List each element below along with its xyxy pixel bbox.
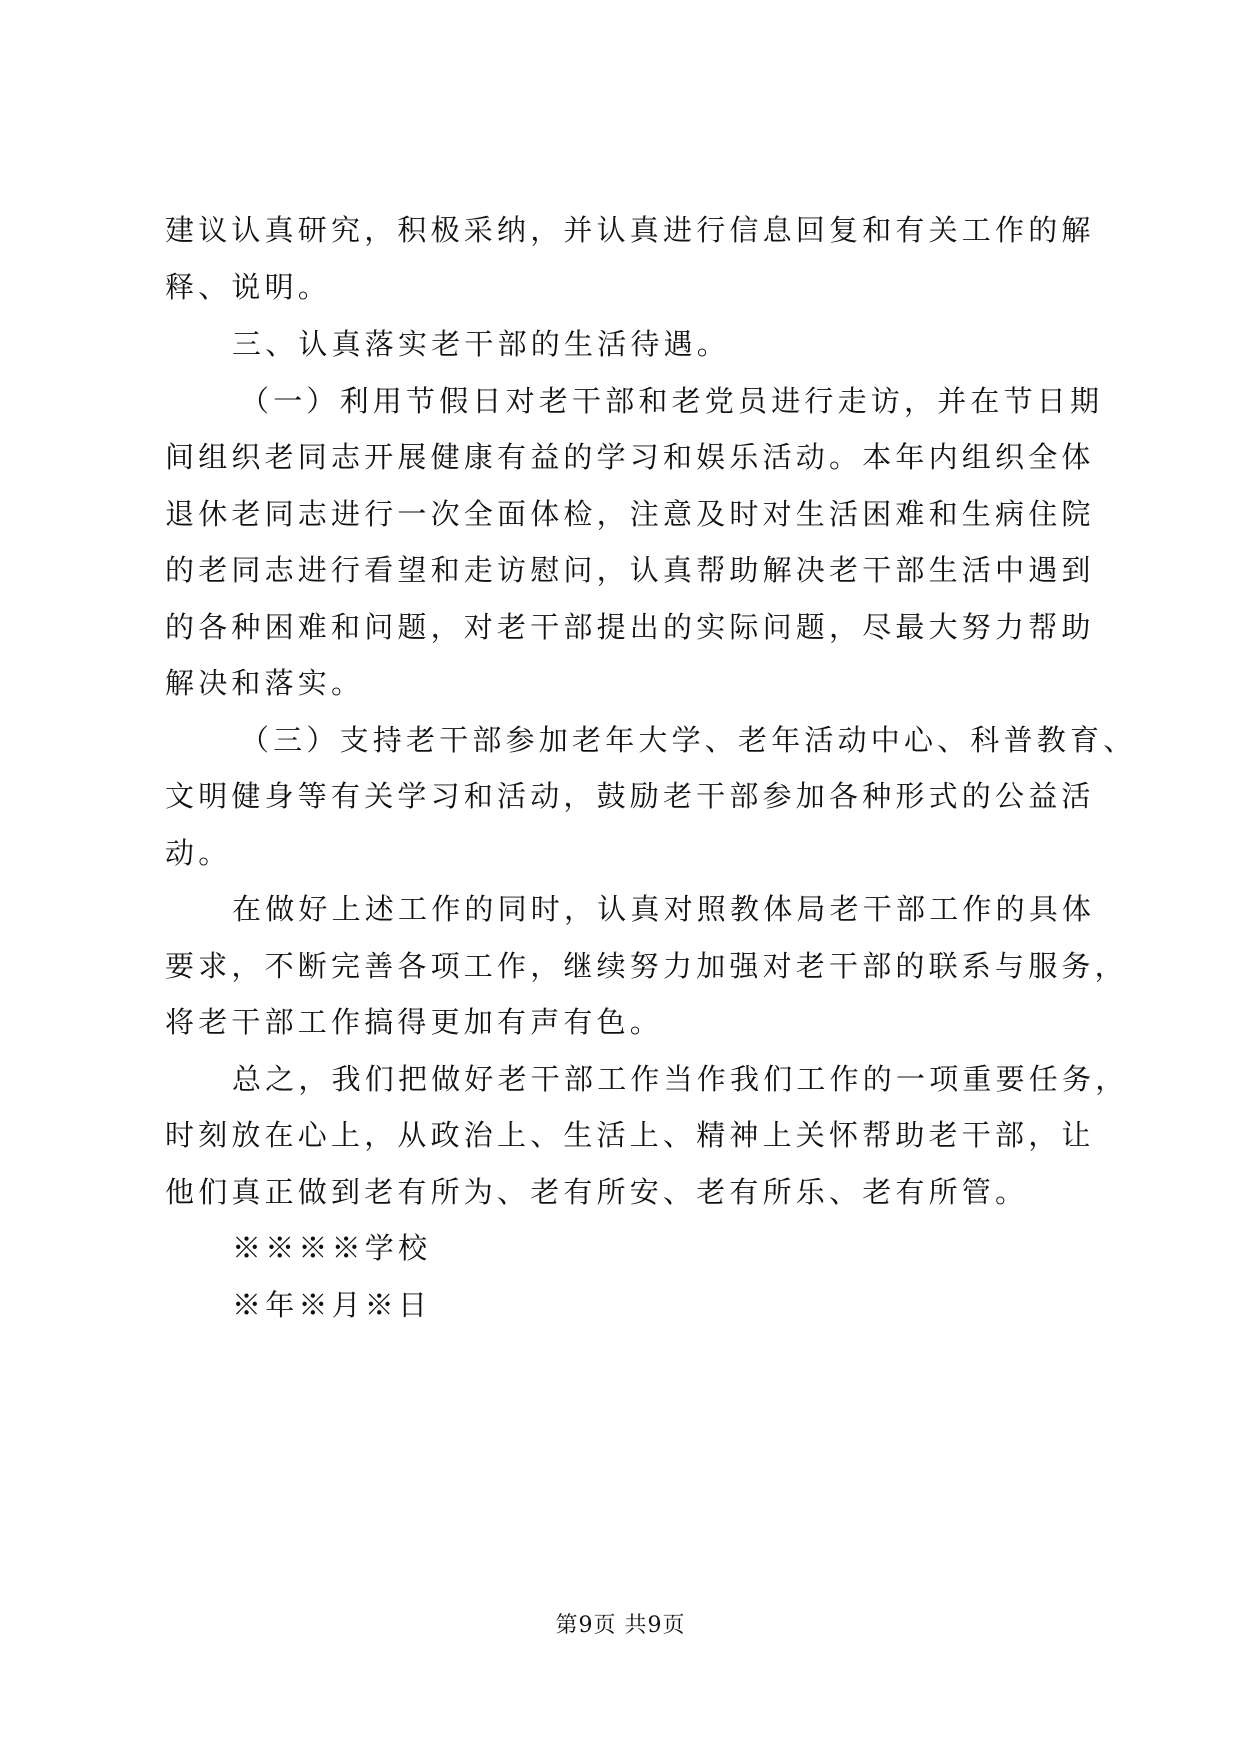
body-text-line: 动。 <box>165 836 232 870</box>
signature-organization: ※※※※学校 <box>232 1231 432 1265</box>
body-text-line: 总之，我们把做好老干部工作当作我们工作的一项重要任务， <box>232 1062 1129 1096</box>
body-text-line: 将老干部工作搞得更加有声有色。 <box>165 1005 664 1039</box>
body-text-line: 的老同志进行看望和走访慰问，认真帮助解决老干部生活中遇到 <box>165 553 1095 587</box>
body-text-line: 释、说明。 <box>165 270 332 304</box>
body-text-line: （一）利用节假日对老干部和老党员进行走访，并在节日期 <box>240 384 1104 418</box>
body-text-line: 文明健身等有关学习和活动，鼓励老干部参加各种形式的公益活 <box>165 779 1095 813</box>
body-text-line: 要求，不断完善各项工作，继续努力加强对老干部的联系与服务， <box>165 949 1128 983</box>
signature-date: ※年※月※日 <box>232 1288 432 1322</box>
body-text-line: 时刻放在心上，从政治上、生活上、精神上关怀帮助老干部，让 <box>165 1118 1095 1152</box>
body-text-line: 在做好上述工作的同时，认真对照教体局老干部工作的具体 <box>232 892 1096 926</box>
body-text-line: （三）支持老干部参加老年大学、老年活动中心、科普教育、 <box>240 723 1137 757</box>
body-text-line: 建议认真研究，积极采纳，并认真进行信息回复和有关工作的解 <box>165 213 1095 247</box>
page-number-footer: 第9页 共9页 <box>555 1613 686 1638</box>
body-text-line: 间组织老同志开展健康有益的学习和娱乐活动。本年内组织全体 <box>165 440 1095 474</box>
body-text-line: 他们真正做到老有所为、老有所安、老有所乐、老有所管。 <box>165 1175 1029 1209</box>
body-text-line: 退休老同志进行一次全面体检，注意及时对生活困难和生病住院 <box>165 497 1095 531</box>
body-text-line: 解决和落实。 <box>165 666 365 700</box>
body-text-line: 的各种困难和问题，对老干部提出的实际问题，尽最大努力帮助 <box>165 610 1095 644</box>
section-heading: 三、认真落实老干部的生活待遇。 <box>232 327 731 361</box>
